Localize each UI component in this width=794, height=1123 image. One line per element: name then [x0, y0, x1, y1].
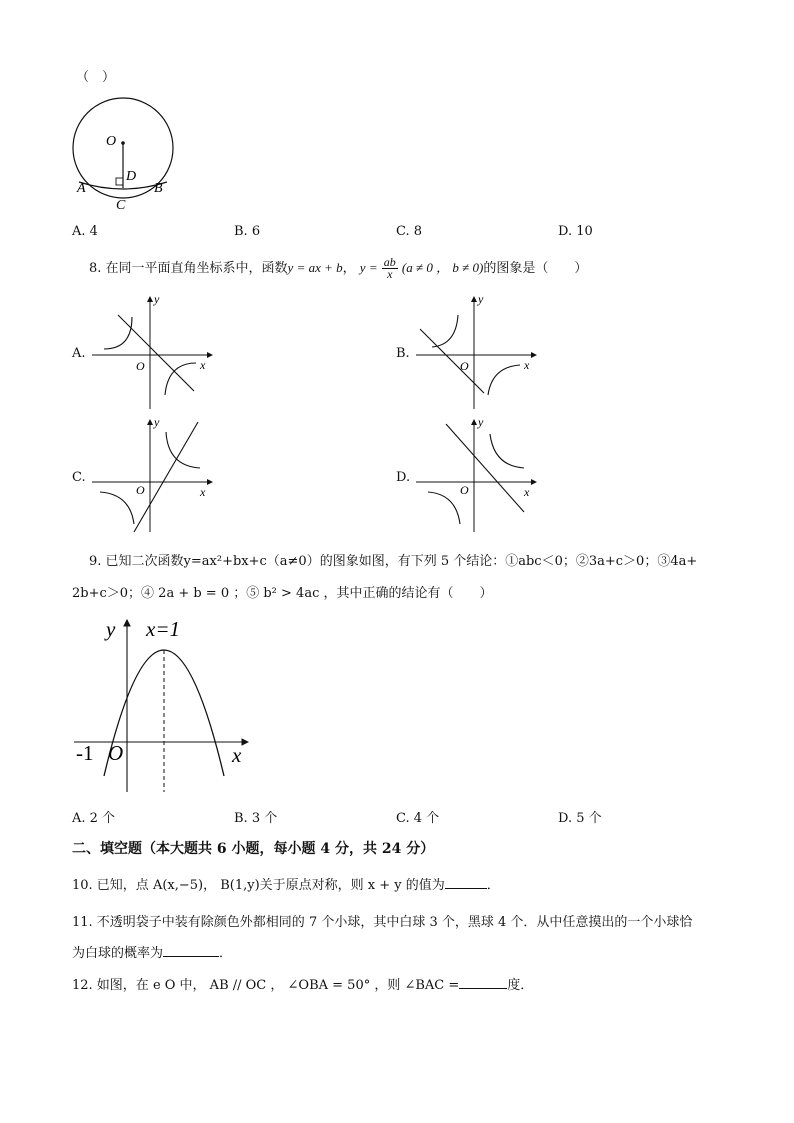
- q8-graph-d: [414, 416, 544, 534]
- hyperbola-q1: [490, 434, 524, 468]
- label-d: D: [126, 169, 137, 184]
- axis-x-label: x: [524, 485, 530, 499]
- hyperbola-q2: [432, 315, 458, 347]
- q9-option-a: A. 2 个: [72, 811, 116, 826]
- axis-x-label: x: [200, 358, 206, 372]
- q8-graph-a: [90, 293, 220, 411]
- q8-option-b-label: B.: [396, 346, 410, 361]
- q9-line2: 2b+c＞0；④ 2a + b = 0 ；⑤ b² > 4ac ，其中正确的结论有（ ）: [72, 586, 493, 601]
- axis-y-label: y: [154, 416, 160, 429]
- q8-stem-a: 8. 在同一平面直角坐标系中，函数: [89, 261, 288, 276]
- q8-graph-b: [414, 293, 544, 411]
- hyperbola-q1: [166, 432, 200, 468]
- hyperbola-q4: [165, 363, 196, 395]
- axis-y-label: y: [478, 293, 484, 306]
- q12-answer-blank[interactable]: [459, 988, 507, 989]
- q10-answer-blank[interactable]: [445, 888, 487, 889]
- origin-label: O: [460, 359, 469, 373]
- label-c: C: [116, 198, 126, 212]
- line-graph: [134, 422, 198, 532]
- q8-stem: [89, 256, 587, 281]
- origin-label: O: [136, 359, 145, 373]
- axis-x-label: x: [200, 485, 206, 499]
- q11-text-a: 为白球的概率为: [72, 946, 164, 961]
- label-a: A: [77, 181, 86, 196]
- q9-line1: 9. 已知二次函数y=ax²+bx+c（a≠0）的图象如图，有下列 5 个结论：①abc＜0；②3a+c＞0；③4a+: [89, 554, 698, 569]
- q8-option-d-label: D.: [396, 470, 411, 485]
- q7-option-a: A. 4: [72, 224, 98, 239]
- q8-stem-b: 的图象是（ ）: [483, 261, 588, 276]
- q10-text-a: 10. 已知，点 A(x,−5)， B(1,y)关于原点对称，则 x + y 的值为: [72, 878, 445, 893]
- q7-option-c: C. 8: [396, 224, 423, 239]
- label-y: y: [106, 617, 116, 641]
- line-graph: [118, 315, 194, 391]
- hyperbola-q4: [488, 365, 520, 395]
- q8-condition: (a ≠ 0 ， b ≠ 0): [401, 260, 484, 275]
- label-o: O: [106, 134, 117, 149]
- hyperbola-q2: [104, 317, 132, 349]
- axis-y-label: y: [478, 416, 484, 429]
- q8-comma: ，: [342, 261, 356, 276]
- axis-y-label: y: [154, 293, 160, 306]
- q10-line: [72, 874, 500, 893]
- q11-text-b: ．: [219, 946, 233, 961]
- q9-parabola-graph: [74, 614, 254, 796]
- origin-label: O: [136, 483, 145, 497]
- label-b: B: [154, 181, 163, 196]
- axis-x-label: x: [524, 358, 530, 372]
- q12-text-a: 12. 如图，在 e O 中， AB // OC ， ∠OBA = 50° ，则 ∠BAC =: [72, 978, 460, 993]
- q10-text-b: ．: [486, 878, 500, 893]
- q12-text-b: 度．: [507, 978, 534, 993]
- q8-graph-c: [90, 416, 220, 534]
- label-x: x: [232, 743, 242, 767]
- hyperbola-q3: [100, 492, 134, 524]
- label-origin: O: [108, 741, 124, 765]
- q11-line2: [72, 942, 232, 961]
- q8-func1: y = ax + b: [287, 260, 343, 275]
- q9-option-c: C. 4 个: [396, 811, 440, 826]
- q8-fraction: [382, 257, 398, 280]
- q9-option-d: D. 5 个: [558, 811, 602, 826]
- q8-option-c-label: C.: [72, 470, 86, 485]
- q9-option-b: B. 3 个: [234, 811, 278, 826]
- q8-frac-den: x: [387, 267, 393, 281]
- label-x-eq-1: x=1: [146, 617, 180, 641]
- q7-option-b: B. 6: [234, 224, 261, 239]
- q11-answer-blank[interactable]: [163, 956, 219, 957]
- hyperbola-q3: [428, 492, 460, 524]
- q11-line1: 11. 不透明袋子中装有除颜色外都相同的 7 个小球，其中白球 3 个，黑球 4 个．从中任意摸出的一个小球恰: [72, 915, 693, 930]
- q12-line: [72, 974, 533, 993]
- section-2-title: 二、填空题（本大题共 6 小题，每小题 4 分，共 24 分）: [72, 841, 435, 857]
- label-neg-1: -1: [76, 741, 94, 765]
- q8-y-eq: y =: [359, 260, 378, 275]
- q8-option-a-label: A.: [72, 346, 86, 361]
- origin-label: O: [460, 483, 469, 497]
- q7-answer-paren: （ ）: [76, 70, 116, 85]
- q7-circle-figure: [66, 96, 182, 212]
- center-point: [121, 141, 125, 145]
- q7-option-d: D. 10: [558, 224, 593, 239]
- q8-frac-num: ab: [383, 255, 396, 269]
- right-angle-mark: [116, 178, 123, 185]
- line-graph: [446, 424, 524, 512]
